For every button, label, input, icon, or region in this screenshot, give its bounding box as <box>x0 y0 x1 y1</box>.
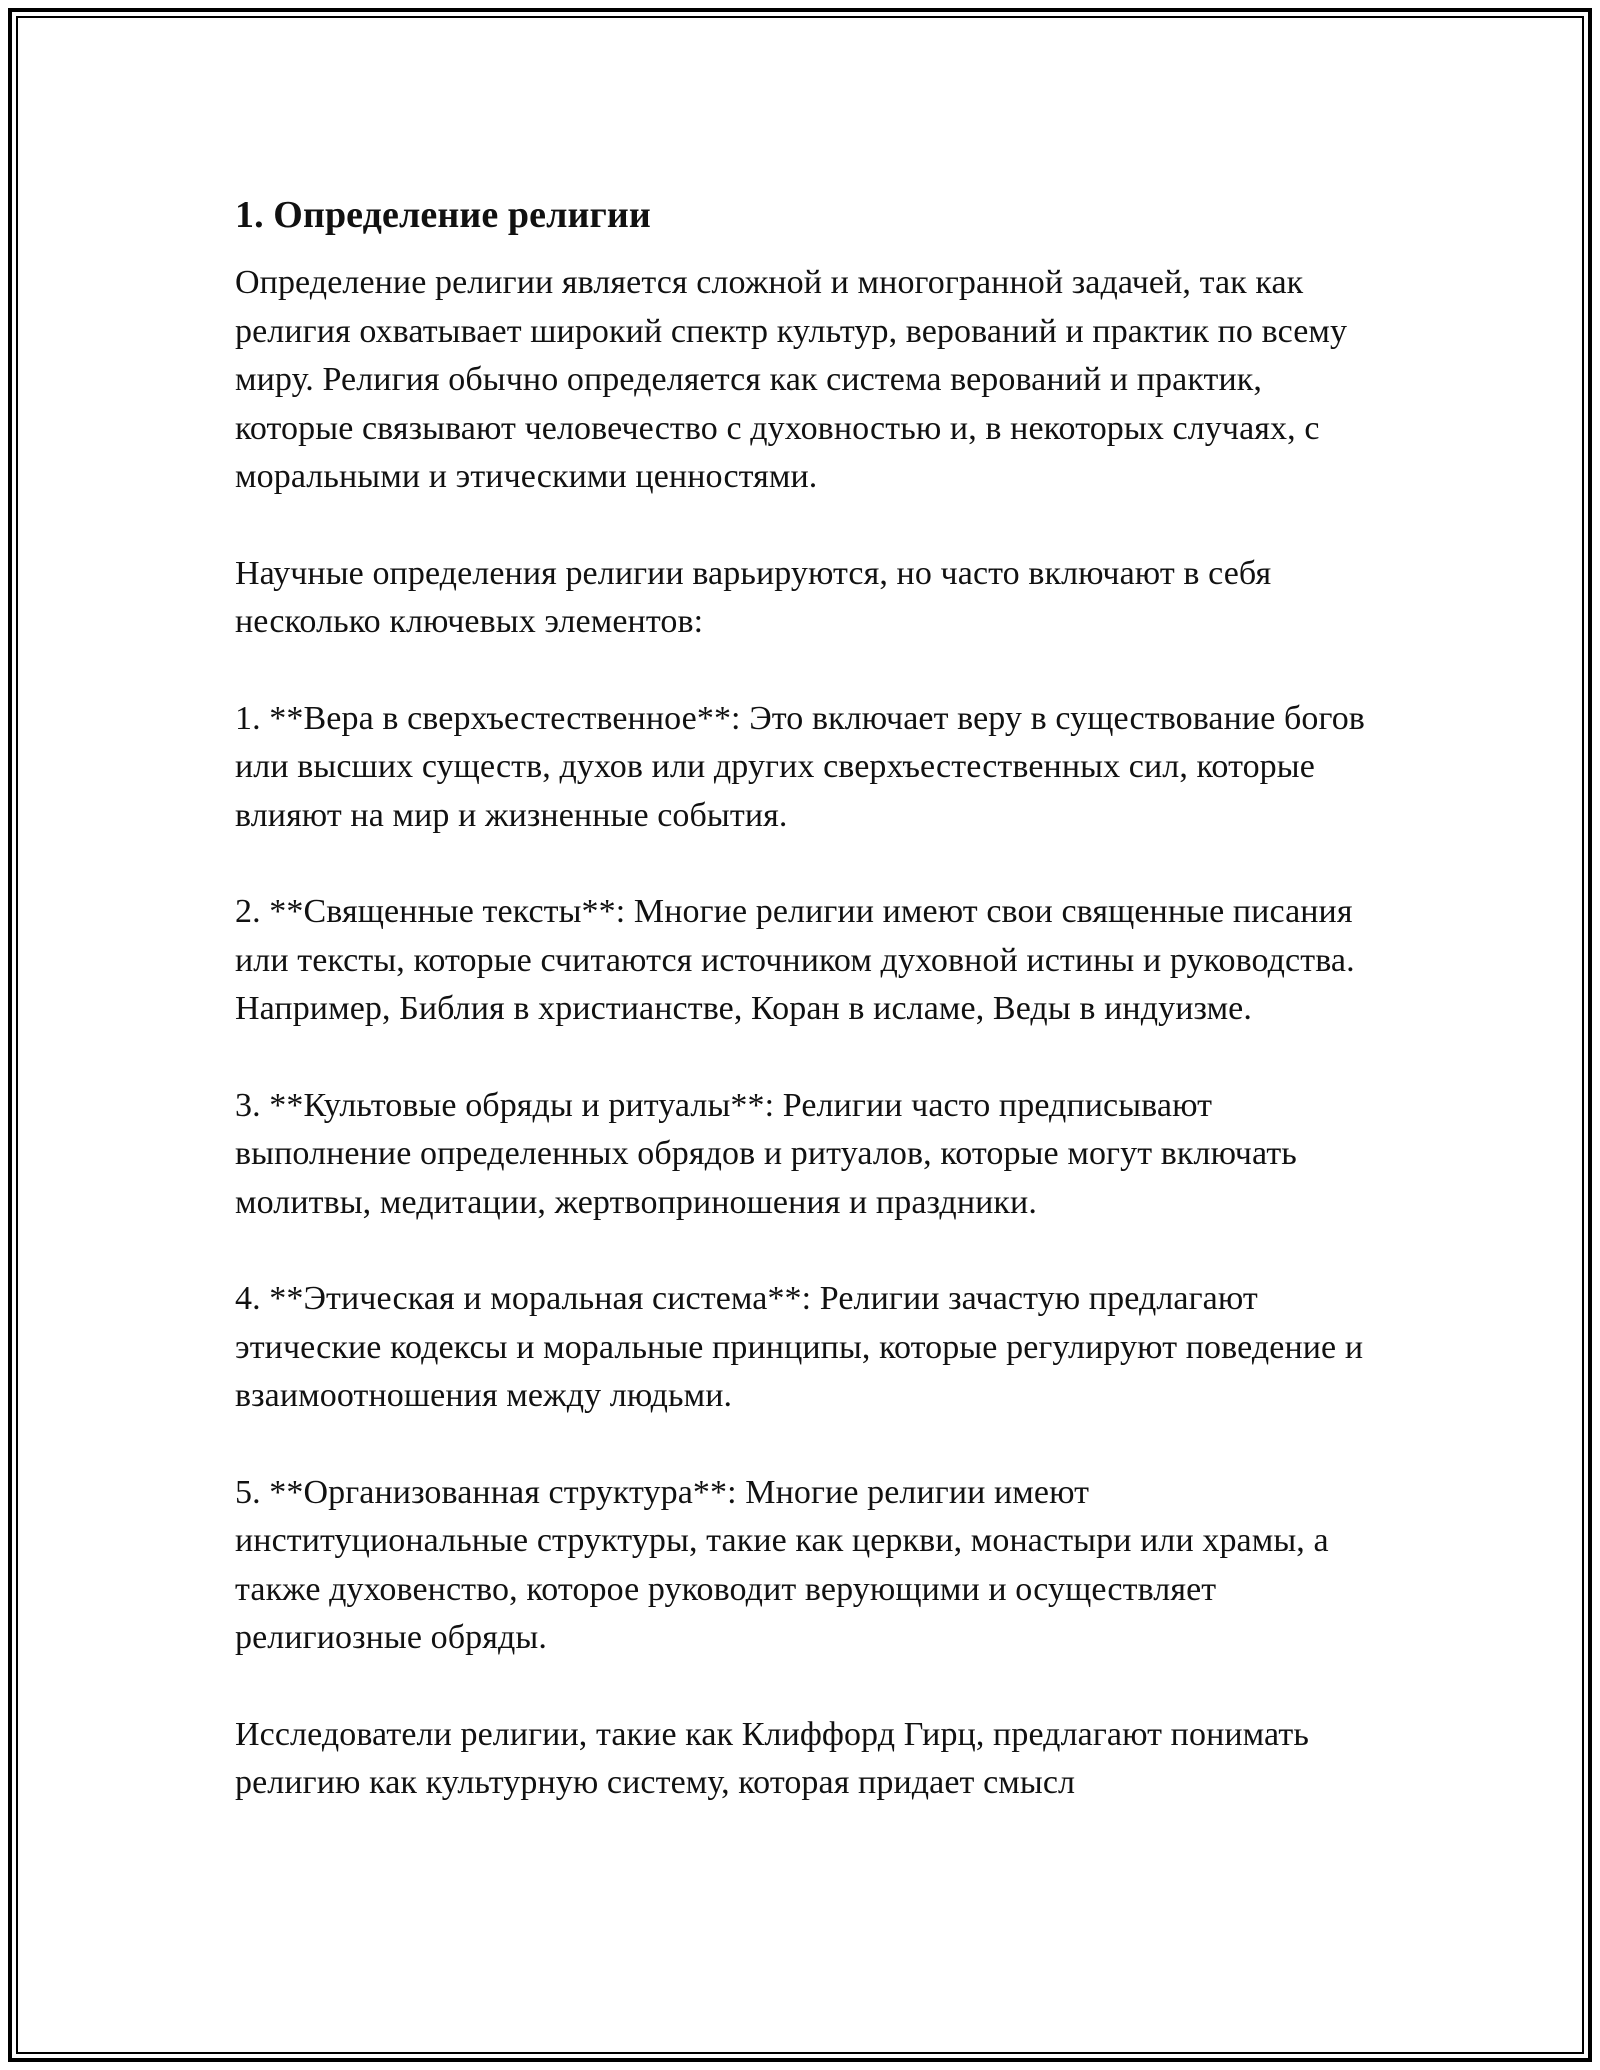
list-item-structure: 5. **Организованная структура**: Многие религии имеют институциональные структуры, такие как церкви, монастыри или храмы, а также духовенство, которое руководит верующими и осуществляет религиозные обряды. <box>235 1473 1329 1656</box>
list-item-sacred-texts: 2. **Священные тексты**: Многие религии имеют свои священные писания или тексты, которые считаются источником духовной истины и руководства. Например, Библия в христианстве, Коран в исламе, Веды в индуизме. <box>235 893 1355 1027</box>
intro-paragraph: Определение религии является сложной и многогранной задачей, так как религия охватывает широкий спектр культур, верований и практик по всему миру. Религия обычно определяется как система верований и практик, которые связывают человечество с духовностью и, в некоторых случаях, с моральными и этическими ценностями. <box>235 264 1348 495</box>
researchers-paragraph: Исследователи религии, такие как Клиффорд Гирц, предлагают понимать религию как культурную систему, которая придает смысл <box>235 1715 1309 1801</box>
elements-intro-paragraph: Научные определения религии варьируются, но часто включают в себя несколько ключевых элементов: <box>235 554 1272 640</box>
section-heading: 1. Определение религии <box>235 194 651 236</box>
list-item-rituals: 3. **Культовые обряды и ритуалы**: Религии часто предписывают выполнение определенных обрядов и ритуалов, которые могут включать молитвы, медитации, жертвоприношения и праздники. <box>235 1086 1297 1221</box>
document-body <box>235 183 1365 1856</box>
list-item-ethics: 4. **Этическая и моральная система**: Религии зачастую предлагают этические кодексы и моральные принципы, которые регулируют поведение и взаимоотношения между людьми. <box>235 1280 1364 1414</box>
list-item-supernatural: 1. **Вера в сверхъестественное**: Это включает веру в существование богов или высших существ, духов или других сверхъестественных сил, которые влияют на мир и жизненные события. <box>235 699 1365 834</box>
